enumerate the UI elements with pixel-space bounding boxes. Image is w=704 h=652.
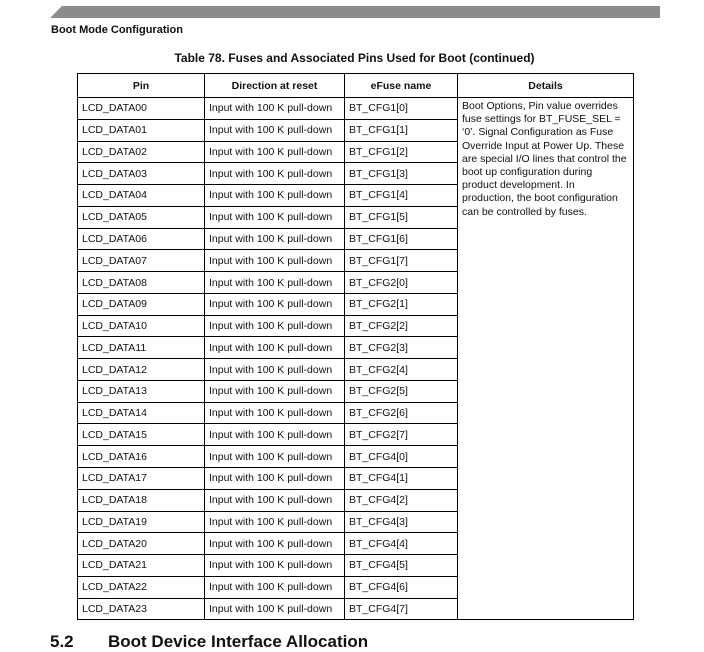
table-row [78, 98, 634, 120]
efuse-cell: BT_CFG4[5] [345, 555, 458, 577]
pin-cell: LCD_DATA23 [78, 598, 205, 620]
pin-cell: LCD_DATA13 [78, 380, 205, 402]
column-header-efuse: eFuse name [345, 74, 458, 98]
direction-cell: Input with 100 K pull-down [205, 555, 345, 577]
direction-cell: Input with 100 K pull-down [205, 489, 345, 511]
direction-cell: Input with 100 K pull-down [205, 98, 345, 120]
direction-cell: Input with 100 K pull-down [205, 293, 345, 315]
efuse-cell: BT_CFG1[1] [345, 119, 458, 141]
pin-cell: LCD_DATA22 [78, 576, 205, 598]
efuse-cell: BT_CFG4[7] [345, 598, 458, 620]
pin-cell: LCD_DATA17 [78, 468, 205, 490]
next-section-title: Boot Device Interface Allocation [108, 632, 369, 651]
efuse-cell: BT_CFG1[0] [345, 98, 458, 120]
pin-cell: LCD_DATA08 [78, 272, 205, 294]
efuse-cell: BT_CFG2[2] [345, 315, 458, 337]
pin-cell: LCD_DATA01 [78, 119, 205, 141]
efuse-cell: BT_CFG4[6] [345, 576, 458, 598]
efuse-cell: BT_CFG2[0] [345, 272, 458, 294]
efuse-cell: BT_CFG1[5] [345, 206, 458, 228]
table-caption: Table 78. Fuses and Associated Pins Used for Boot (continued) [174, 51, 535, 65]
direction-cell: Input with 100 K pull-down [205, 359, 345, 381]
pin-cell: LCD_DATA05 [78, 206, 205, 228]
pin-cell: LCD_DATA14 [78, 402, 205, 424]
section-title: Boot Mode Configuration [51, 24, 183, 36]
next-section-heading [50, 632, 368, 652]
pin-cell: LCD_DATA07 [78, 250, 205, 272]
pin-cell: LCD_DATA15 [78, 424, 205, 446]
direction-cell: Input with 100 K pull-down [205, 228, 345, 250]
column-header-pin: Pin [78, 74, 205, 98]
direction-cell: Input with 100 K pull-down [205, 380, 345, 402]
direction-cell: Input with 100 K pull-down [205, 250, 345, 272]
direction-cell: Input with 100 K pull-down [205, 424, 345, 446]
efuse-cell: BT_CFG1[4] [345, 185, 458, 207]
direction-cell: Input with 100 K pull-down [205, 576, 345, 598]
fuses-table [77, 73, 634, 620]
header-rule [50, 6, 660, 18]
direction-cell: Input with 100 K pull-down [205, 119, 345, 141]
direction-cell: Input with 100 K pull-down [205, 206, 345, 228]
efuse-cell: BT_CFG2[3] [345, 337, 458, 359]
pin-cell: LCD_DATA10 [78, 315, 205, 337]
column-header-details: Details [458, 74, 634, 98]
pin-cell: LCD_DATA16 [78, 446, 205, 468]
efuse-cell: BT_CFG4[2] [345, 489, 458, 511]
efuse-cell: BT_CFG2[7] [345, 424, 458, 446]
efuse-cell: BT_CFG1[2] [345, 141, 458, 163]
direction-cell: Input with 100 K pull-down [205, 598, 345, 620]
direction-cell: Input with 100 K pull-down [205, 402, 345, 424]
table-body [78, 98, 634, 620]
direction-cell: Input with 100 K pull-down [205, 185, 345, 207]
direction-cell: Input with 100 K pull-down [205, 141, 345, 163]
direction-cell: Input with 100 K pull-down [205, 468, 345, 490]
pin-cell: LCD_DATA00 [78, 98, 205, 120]
column-header-direction: Direction at reset [205, 74, 345, 98]
pin-cell: LCD_DATA20 [78, 533, 205, 555]
efuse-cell: BT_CFG2[6] [345, 402, 458, 424]
pin-cell: LCD_DATA12 [78, 359, 205, 381]
direction-cell: Input with 100 K pull-down [205, 163, 345, 185]
pin-cell: LCD_DATA06 [78, 228, 205, 250]
efuse-cell: BT_CFG4[0] [345, 446, 458, 468]
next-section-number: 5.2 [50, 632, 74, 651]
pin-cell: LCD_DATA03 [78, 163, 205, 185]
efuse-cell: BT_CFG1[6] [345, 228, 458, 250]
pin-cell: LCD_DATA09 [78, 293, 205, 315]
pin-cell: LCD_DATA21 [78, 555, 205, 577]
details-cell: Boot Options, Pin value overrides fuse settings for BT_FUSE_SEL = ‘0’. Signal Configuration as Fuse Override Input at Power Up. These are special I/O lines that control the boot up configuration during product development. In production, the boot configuration can be controlled by fuses. [458, 98, 634, 620]
direction-cell: Input with 100 K pull-down [205, 446, 345, 468]
efuse-cell: BT_CFG4[3] [345, 511, 458, 533]
efuse-cell: BT_CFG2[1] [345, 293, 458, 315]
pin-cell: LCD_DATA11 [78, 337, 205, 359]
pin-cell: LCD_DATA04 [78, 185, 205, 207]
direction-cell: Input with 100 K pull-down [205, 315, 345, 337]
direction-cell: Input with 100 K pull-down [205, 272, 345, 294]
direction-cell: Input with 100 K pull-down [205, 533, 345, 555]
efuse-cell: BT_CFG2[4] [345, 359, 458, 381]
efuse-cell: BT_CFG1[3] [345, 163, 458, 185]
efuse-cell: BT_CFG1[7] [345, 250, 458, 272]
direction-cell: Input with 100 K pull-down [205, 337, 345, 359]
direction-cell: Input with 100 K pull-down [205, 511, 345, 533]
table-header-row [78, 74, 634, 98]
efuse-cell: BT_CFG4[4] [345, 533, 458, 555]
efuse-cell: BT_CFG4[1] [345, 468, 458, 490]
pin-cell: LCD_DATA18 [78, 489, 205, 511]
pin-cell: LCD_DATA19 [78, 511, 205, 533]
pin-cell: LCD_DATA02 [78, 141, 205, 163]
efuse-cell: BT_CFG2[5] [345, 380, 458, 402]
